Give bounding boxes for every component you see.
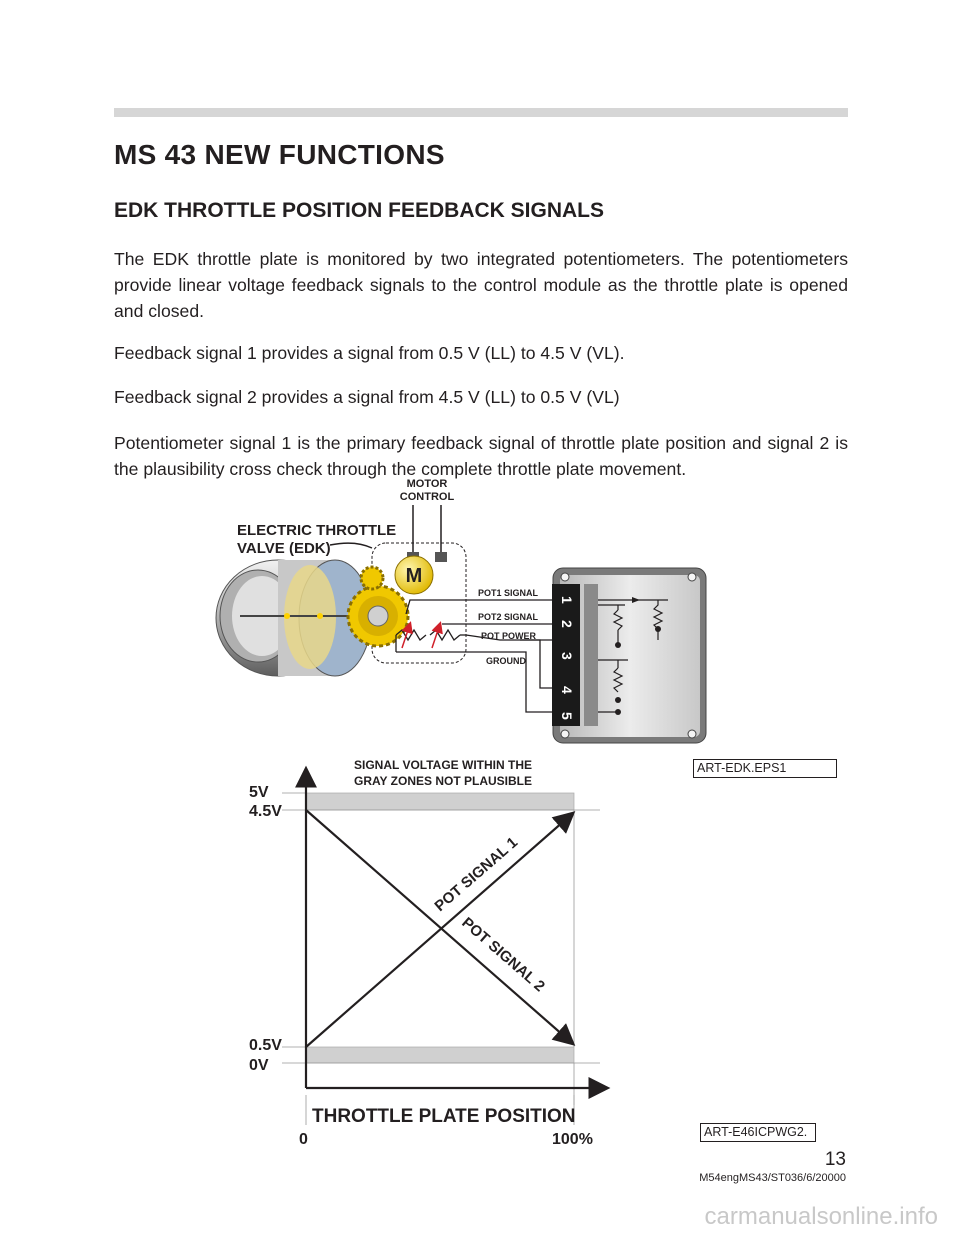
paragraph-signal1: Feedback signal 1 provides a signal from 0.5 V (LL) to 4.5 V (VL). [114, 343, 625, 363]
graph-note-line1: SIGNAL VOLTAGE WITHIN THE [354, 758, 532, 772]
valve-label-line2: VALVE (EDK) [237, 540, 331, 557]
gray-zone-bottom [306, 1047, 574, 1063]
x-tick-max: 100% [552, 1131, 593, 1148]
pin-5: 5 [559, 712, 575, 720]
section-title: EDK THROTTLE POSITION FEEDBACK SIGNALS [114, 199, 605, 222]
wire-label-ground: GROUND [486, 656, 526, 666]
page-title: MS 43 NEW FUNCTIONS [114, 139, 445, 170]
pin-3: 3 [559, 652, 575, 660]
pin-1: 1 [559, 596, 575, 604]
voltage-graph [249, 758, 606, 1148]
y-tick-4-5v: 4.5V [249, 803, 282, 820]
wire-label-pot1-signal: POT1 SIGNAL [478, 588, 539, 598]
y-tick-0v: 0V [249, 1057, 269, 1074]
page-number: 13 [824, 1149, 846, 1170]
motor [395, 552, 447, 594]
motor-control-label-line2: CONTROL [399, 491, 455, 503]
watermark: carmanualsonline.info [704, 1203, 938, 1230]
potentiometers [396, 624, 466, 652]
valve-pointer-line [330, 543, 372, 548]
y-tick-5v: 5V [249, 784, 269, 801]
page-reference: M54engMS43/ST036/6/20000 [699, 1172, 846, 1184]
graph-note-line2: GRAY ZONES NOT PLAUSIBLE [353, 774, 533, 788]
paragraph-intro: The EDK throttle plate is monitored by two integrated potentiometers. The potentiometers provide linear voltage feedback signals to the control module as the throttle plate is opened and closed. [114, 249, 848, 321]
paragraph-signal2: Feedback signal 2 provides a signal from 4.5 V (LL) to 0.5 V (VL) [114, 387, 620, 407]
art-label-graph: ART-E46ICPWG2. [700, 1123, 816, 1142]
art-label-edk: ART-EDK.EPS1 [693, 759, 837, 778]
x-tick-min: 0 [299, 1131, 308, 1148]
pin-2: 2 [559, 620, 575, 628]
motor-symbol: M [405, 565, 423, 587]
pin-4: 4 [559, 686, 575, 694]
edk-diagram [216, 478, 706, 743]
wire-label-pot-power: POT POWER [481, 631, 537, 641]
paragraph-primary: Potentiometer signal 1 is the primary feedback signal of throttle plate position and signal 2 is the plausibility cross check through the complete throttle plate movement. [114, 433, 848, 479]
x-axis-label: THROTTLE PLATE POSITION [312, 1106, 576, 1127]
valve-label-line1: ELECTRIC THROTTLE [237, 522, 397, 539]
pot-signal-1-label: POT SIGNAL 1 [431, 834, 522, 916]
motor-control-label-line1: MOTOR [406, 478, 448, 490]
y-tick-0-5v: 0.5V [249, 1037, 282, 1054]
pot-signal-1-line [306, 814, 572, 1047]
gray-zone-top [306, 793, 574, 810]
pot-signal-2-line [306, 810, 572, 1043]
wire-label-pot2-signal: POT2 SIGNAL [478, 612, 539, 622]
pot-signal-2-label: POT SIGNAL 2 [458, 914, 548, 996]
